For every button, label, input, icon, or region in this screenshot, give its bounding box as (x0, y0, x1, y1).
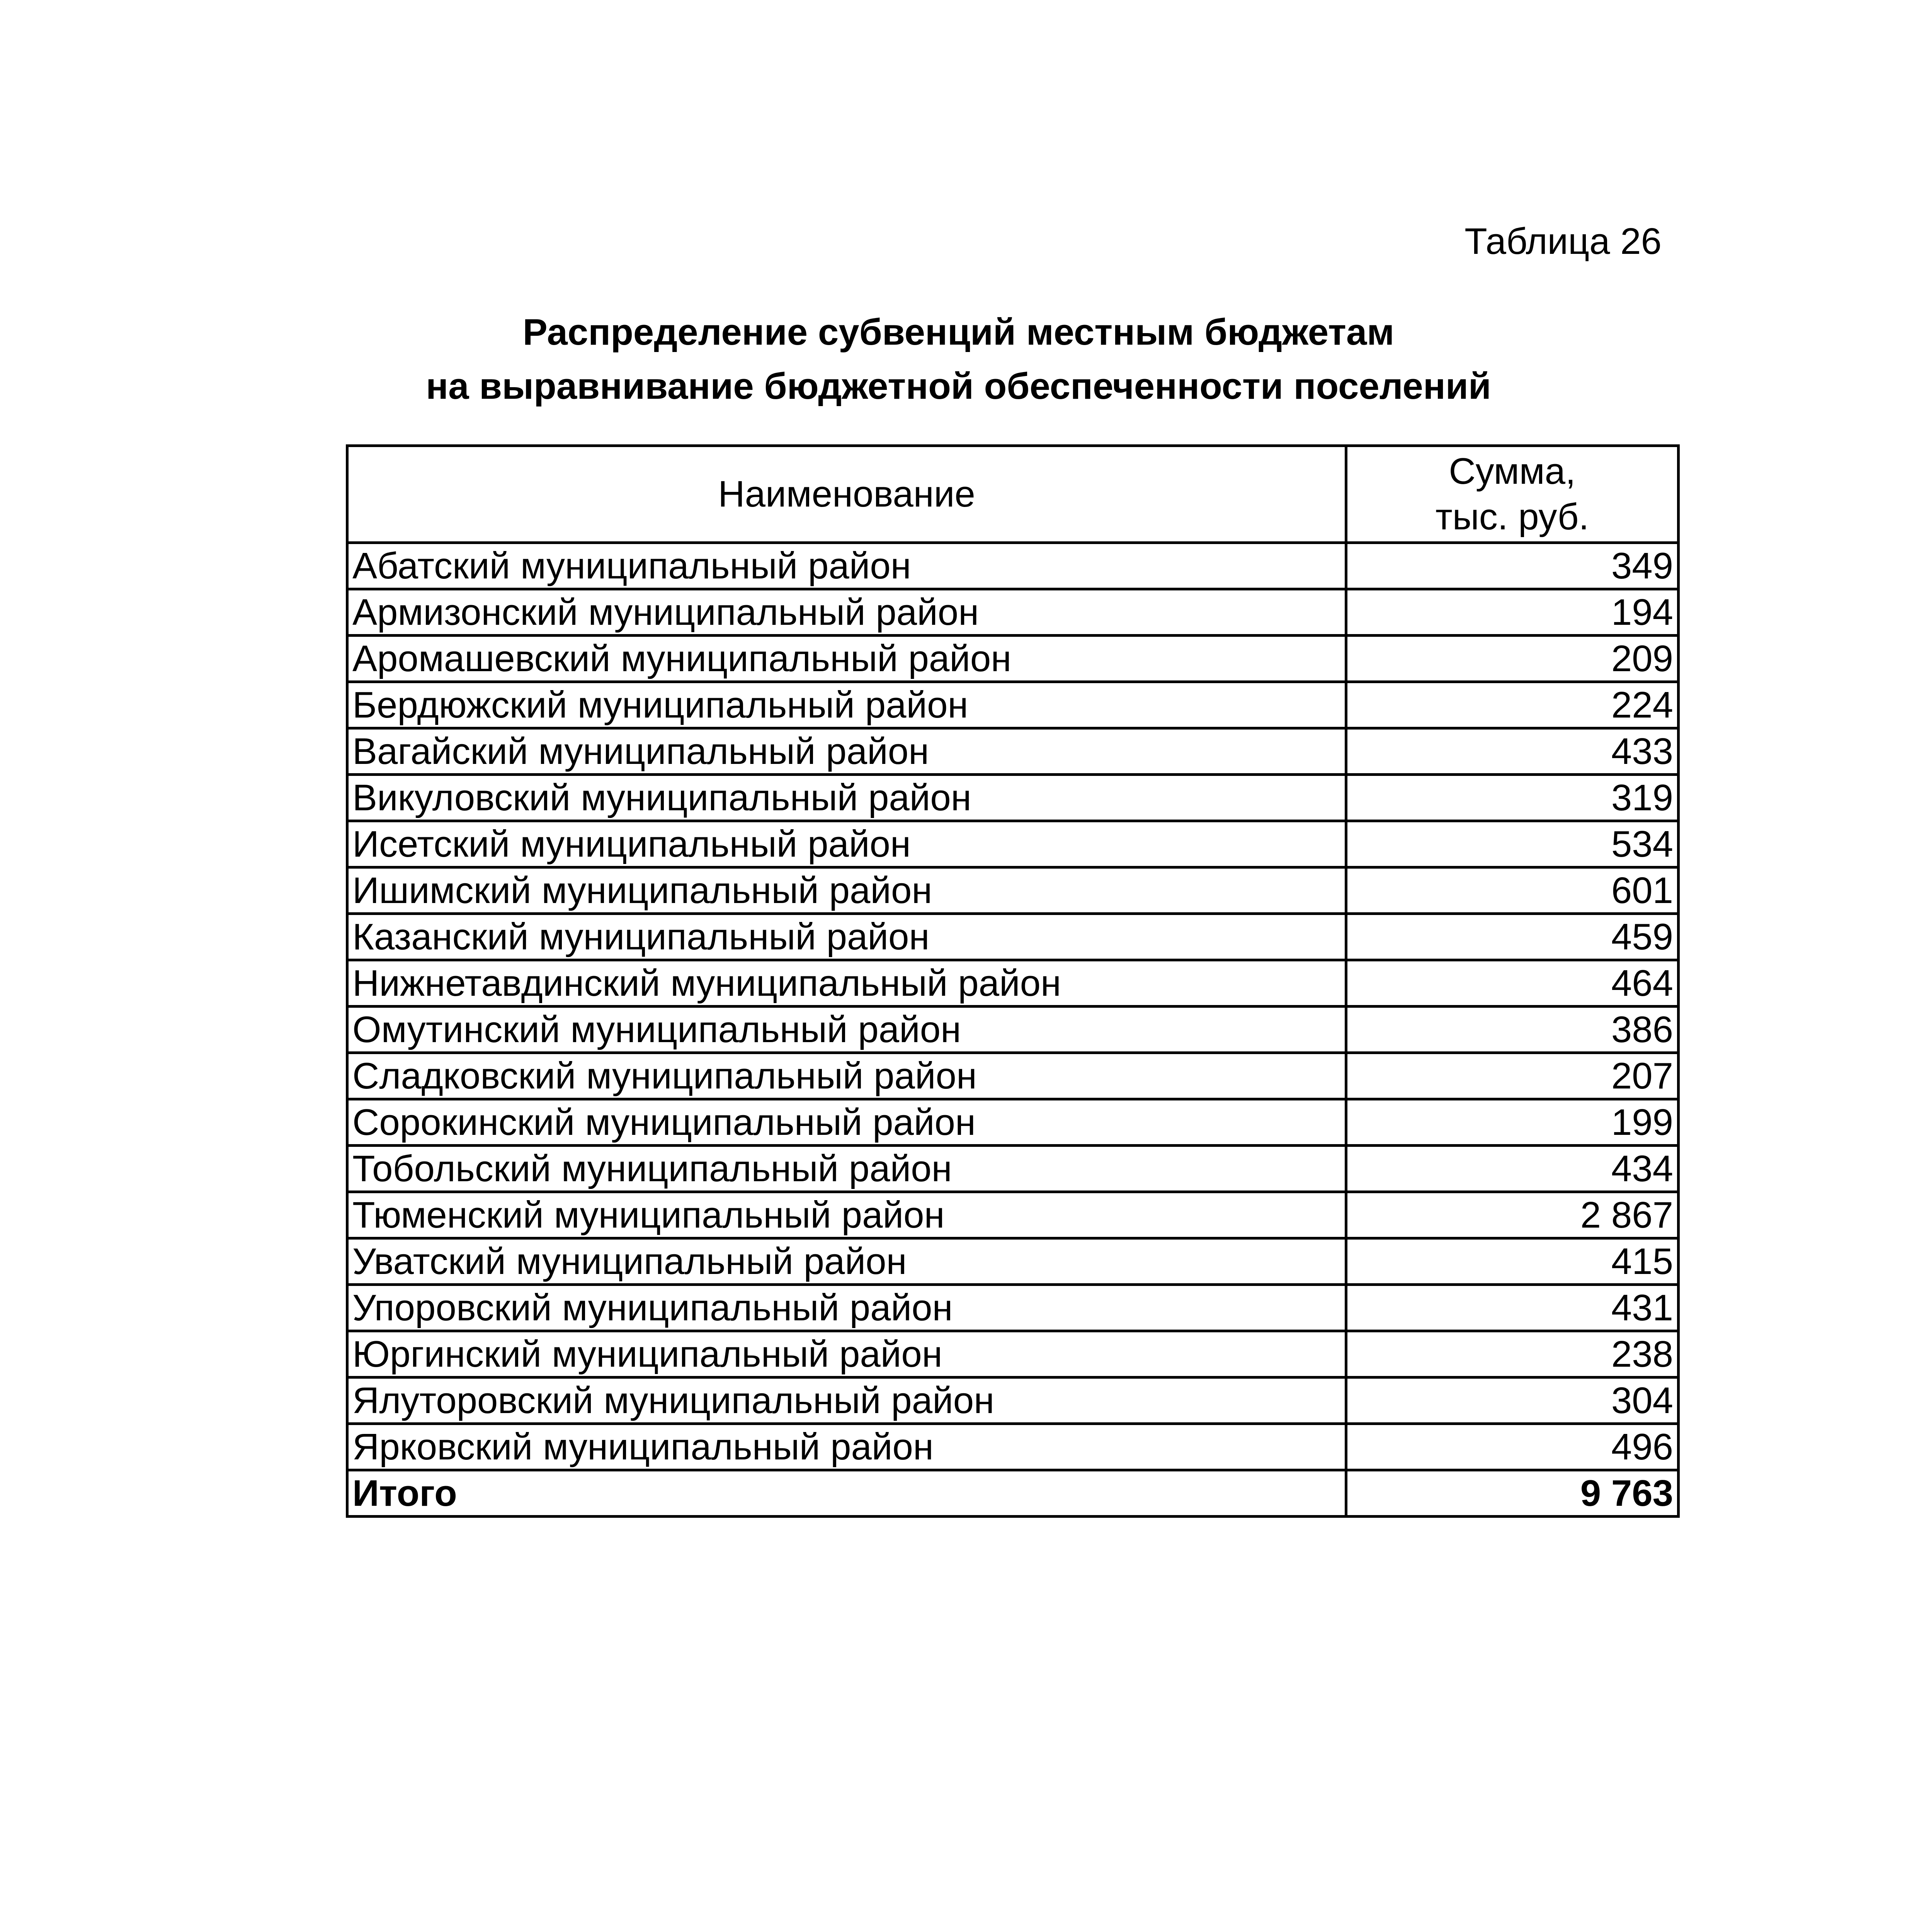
row-sum: 207 (1346, 1053, 1679, 1099)
row-name: Исетский муниципальный район (347, 821, 1346, 867)
row-name: Аромашевский муниципальный район (347, 636, 1346, 682)
row-name: Нижнетавдинский муниципальный район (347, 960, 1346, 1007)
table-row (347, 775, 1679, 821)
table-row (347, 1007, 1679, 1053)
table-row (347, 1238, 1679, 1285)
header-name: Наименование (347, 446, 1346, 543)
table-row (347, 1192, 1679, 1238)
row-name: Тюменский муниципальный район (347, 1192, 1346, 1238)
total-sum: 9 763 (1346, 1470, 1679, 1517)
row-sum: 459 (1346, 914, 1679, 960)
table-row (347, 589, 1679, 636)
table-row (347, 914, 1679, 960)
row-name: Упоровский муниципальный район (347, 1285, 1346, 1331)
row-sum: 319 (1346, 775, 1679, 821)
row-sum: 431 (1346, 1285, 1679, 1331)
table-row (347, 1331, 1679, 1378)
table-row (347, 867, 1679, 914)
row-sum: 534 (1346, 821, 1679, 867)
row-sum: 304 (1346, 1378, 1679, 1424)
row-name: Омутинский муниципальный район (347, 1007, 1346, 1053)
row-name: Абатский муниципальный район (347, 543, 1346, 589)
row-sum: 433 (1346, 728, 1679, 775)
row-name: Ярковский муниципальный район (347, 1424, 1346, 1470)
table-row (347, 1285, 1679, 1331)
table-row (347, 543, 1679, 589)
table-row (347, 728, 1679, 775)
row-name: Уватский муниципальный район (347, 1238, 1346, 1285)
row-name: Тобольский муниципальный район (347, 1146, 1346, 1192)
row-sum: 238 (1346, 1331, 1679, 1378)
row-sum: 199 (1346, 1099, 1679, 1146)
header-sum-line-2: тыс. руб. (1435, 496, 1589, 537)
table-row (347, 1146, 1679, 1192)
row-sum: 194 (1346, 589, 1679, 636)
row-sum: 601 (1346, 867, 1679, 914)
row-sum: 496 (1346, 1424, 1679, 1470)
row-sum: 224 (1346, 682, 1679, 728)
row-sum: 209 (1346, 636, 1679, 682)
table-row (347, 1378, 1679, 1424)
table-row (347, 1099, 1679, 1146)
row-sum: 386 (1346, 1007, 1679, 1053)
table-row (347, 821, 1679, 867)
row-name: Сорокинский муниципальный район (347, 1099, 1346, 1146)
row-name: Вагайский муниципальный район (347, 728, 1346, 775)
row-sum: 464 (1346, 960, 1679, 1007)
table-row (347, 1424, 1679, 1470)
row-name: Юргинский муниципальный район (347, 1331, 1346, 1378)
row-name: Бердюжский муниципальный район (347, 682, 1346, 728)
row-sum: 349 (1346, 543, 1679, 589)
row-name: Ишимский муниципальный район (347, 867, 1346, 914)
row-name: Армизонский муниципальный район (347, 589, 1346, 636)
table-row (347, 636, 1679, 682)
table-header-row (347, 446, 1679, 543)
title-line-1: Распределение субвенций местным бюджетам (522, 311, 1395, 353)
header-sum-line-1: Сумма, (1449, 451, 1576, 492)
row-sum: 415 (1346, 1238, 1679, 1285)
row-name: Казанский муниципальный район (347, 914, 1346, 960)
row-name: Сладковский муниципальный район (347, 1053, 1346, 1099)
total-label: Итого (347, 1470, 1346, 1517)
row-name: Ялуторовский муниципальный район (347, 1378, 1346, 1424)
title-line-2: на выравнивание бюджетной обеспеченности поселений (426, 366, 1491, 407)
row-name: Викуловский муниципальный район (347, 775, 1346, 821)
row-sum: 2 867 (1346, 1192, 1679, 1238)
total-row (347, 1470, 1679, 1517)
table-row (347, 1053, 1679, 1099)
row-sum: 434 (1346, 1146, 1679, 1192)
table-number: Таблица 26 (1465, 221, 1662, 262)
header-sum (1346, 446, 1679, 543)
table-row (347, 682, 1679, 728)
table-row (347, 960, 1679, 1007)
subvention-table (346, 444, 1680, 1518)
